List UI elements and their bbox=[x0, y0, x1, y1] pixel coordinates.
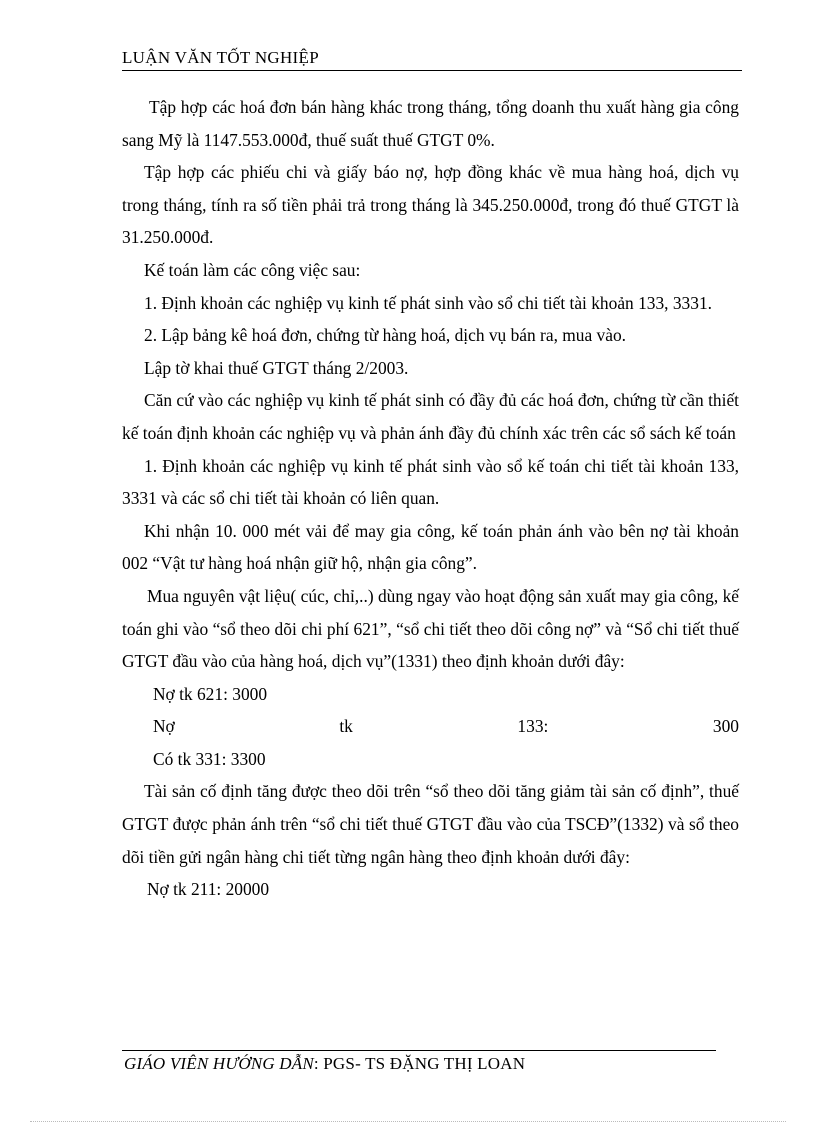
paragraph-6: Lập tờ khai thuế GTGT tháng 2/2003. bbox=[144, 357, 409, 378]
paragraph-9: Khi nhận 10. 000 mét vải để may gia công, kế toán phản ánh vào bên nợ tài khoản 002 “Vật tư hàng hoá nhận giữ hộ, nhận gia công”. bbox=[122, 520, 739, 574]
entry-word: 133: bbox=[517, 716, 549, 737]
header-divider bbox=[122, 70, 742, 71]
document-body bbox=[122, 91, 739, 906]
paragraph-10: Mua nguyên vật liệu( cúc, chỉ,..) dùng ngay vào hoạt động sản xuất may gia công, kế toán ghi vào “sổ theo dõi chi phí 621”, “sổ chi tiết theo dõi công nợ” và “Sổ chi tiết thuế GTGT đầu vào của hàng hoá, dịch vụ”(1331) theo định khoản dưới đây: bbox=[122, 585, 739, 672]
paragraph-3: Kế toán làm các công việc sau: bbox=[144, 259, 361, 280]
paragraph-1: Tập hợp các hoá đơn bán hàng khác trong tháng, tổng doanh thu xuất hàng gia công sang Mỹ là 1147.553.000đ, thuế suất thuế GTGT 0%. bbox=[122, 97, 739, 150]
journal-entry-debit-133 bbox=[122, 710, 739, 743]
page-header-title: LUẬN VĂN TỐT NGHIỆP bbox=[122, 48, 319, 67]
page-bottom-dotted-line bbox=[30, 1121, 786, 1122]
journal-entry-credit-331: Có tk 331: 3300 bbox=[153, 748, 266, 769]
paragraph-7: Căn cứ vào các nghiệp vụ kinh tế phát sinh có đầy đủ các hoá đơn, chứng từ cần thiết kế toán định khoản các nghiệp vụ và phản ánh đầy đủ chính xác trên các sổ sách kế toán bbox=[122, 390, 739, 443]
entry-word: tk bbox=[339, 716, 353, 737]
journal-entry-debit-211: Nợ tk 211: 20000 bbox=[147, 879, 270, 900]
paragraph-2: Tập hợp các phiếu chi và giấy báo nợ, hợp đồng khác về mua hàng hoá, dịch vụ trong tháng, tính ra số tiền phải trả trong tháng là 345.250.000đ, trong đó thuế GTGT là 31.250.000đ. bbox=[122, 162, 739, 248]
entry-word: 300 bbox=[712, 716, 739, 737]
page-footer bbox=[124, 1054, 525, 1074]
entry-word: Nợ bbox=[153, 716, 175, 737]
footer-divider bbox=[122, 1050, 716, 1051]
paragraph-11: Tài sản cố định tăng được theo dõi trên “sổ theo dõi tăng giảm tài sản cố định”, thuế GTGT được phản ánh trên “sổ chi tiết thuế GTGT đầu vào của TSCĐ”(1332) và sổ theo dõi tiền gửi ngân hàng chi tiết từng ngân hàng theo định khoản dưới đây: bbox=[122, 781, 739, 867]
footer-label: GIÁO VIÊN HƯỚNG DẪN bbox=[124, 1054, 314, 1073]
paragraph-8: 1. Định khoản các nghiệp vụ kinh tế phát sinh vào sổ kế toán chi tiết tài khoản 133, 3331 và các sổ chi tiết tài khoản có liên quan. bbox=[122, 455, 739, 509]
paragraph-5: 2. Lập bảng kê hoá đơn, chứng từ hàng hoá, dịch vụ bán ra, mua vào. bbox=[144, 325, 627, 346]
journal-entry-debit-621: Nợ tk 621: 3000 bbox=[153, 683, 268, 704]
footer-supervisor-name: : PGS- TS ĐẶNG THỊ LOAN bbox=[313, 1054, 526, 1073]
paragraph-4: 1. Định khoản các nghiệp vụ kinh tế phát sinh vào sổ chi tiết tài khoản 133, 3331. bbox=[144, 292, 712, 313]
